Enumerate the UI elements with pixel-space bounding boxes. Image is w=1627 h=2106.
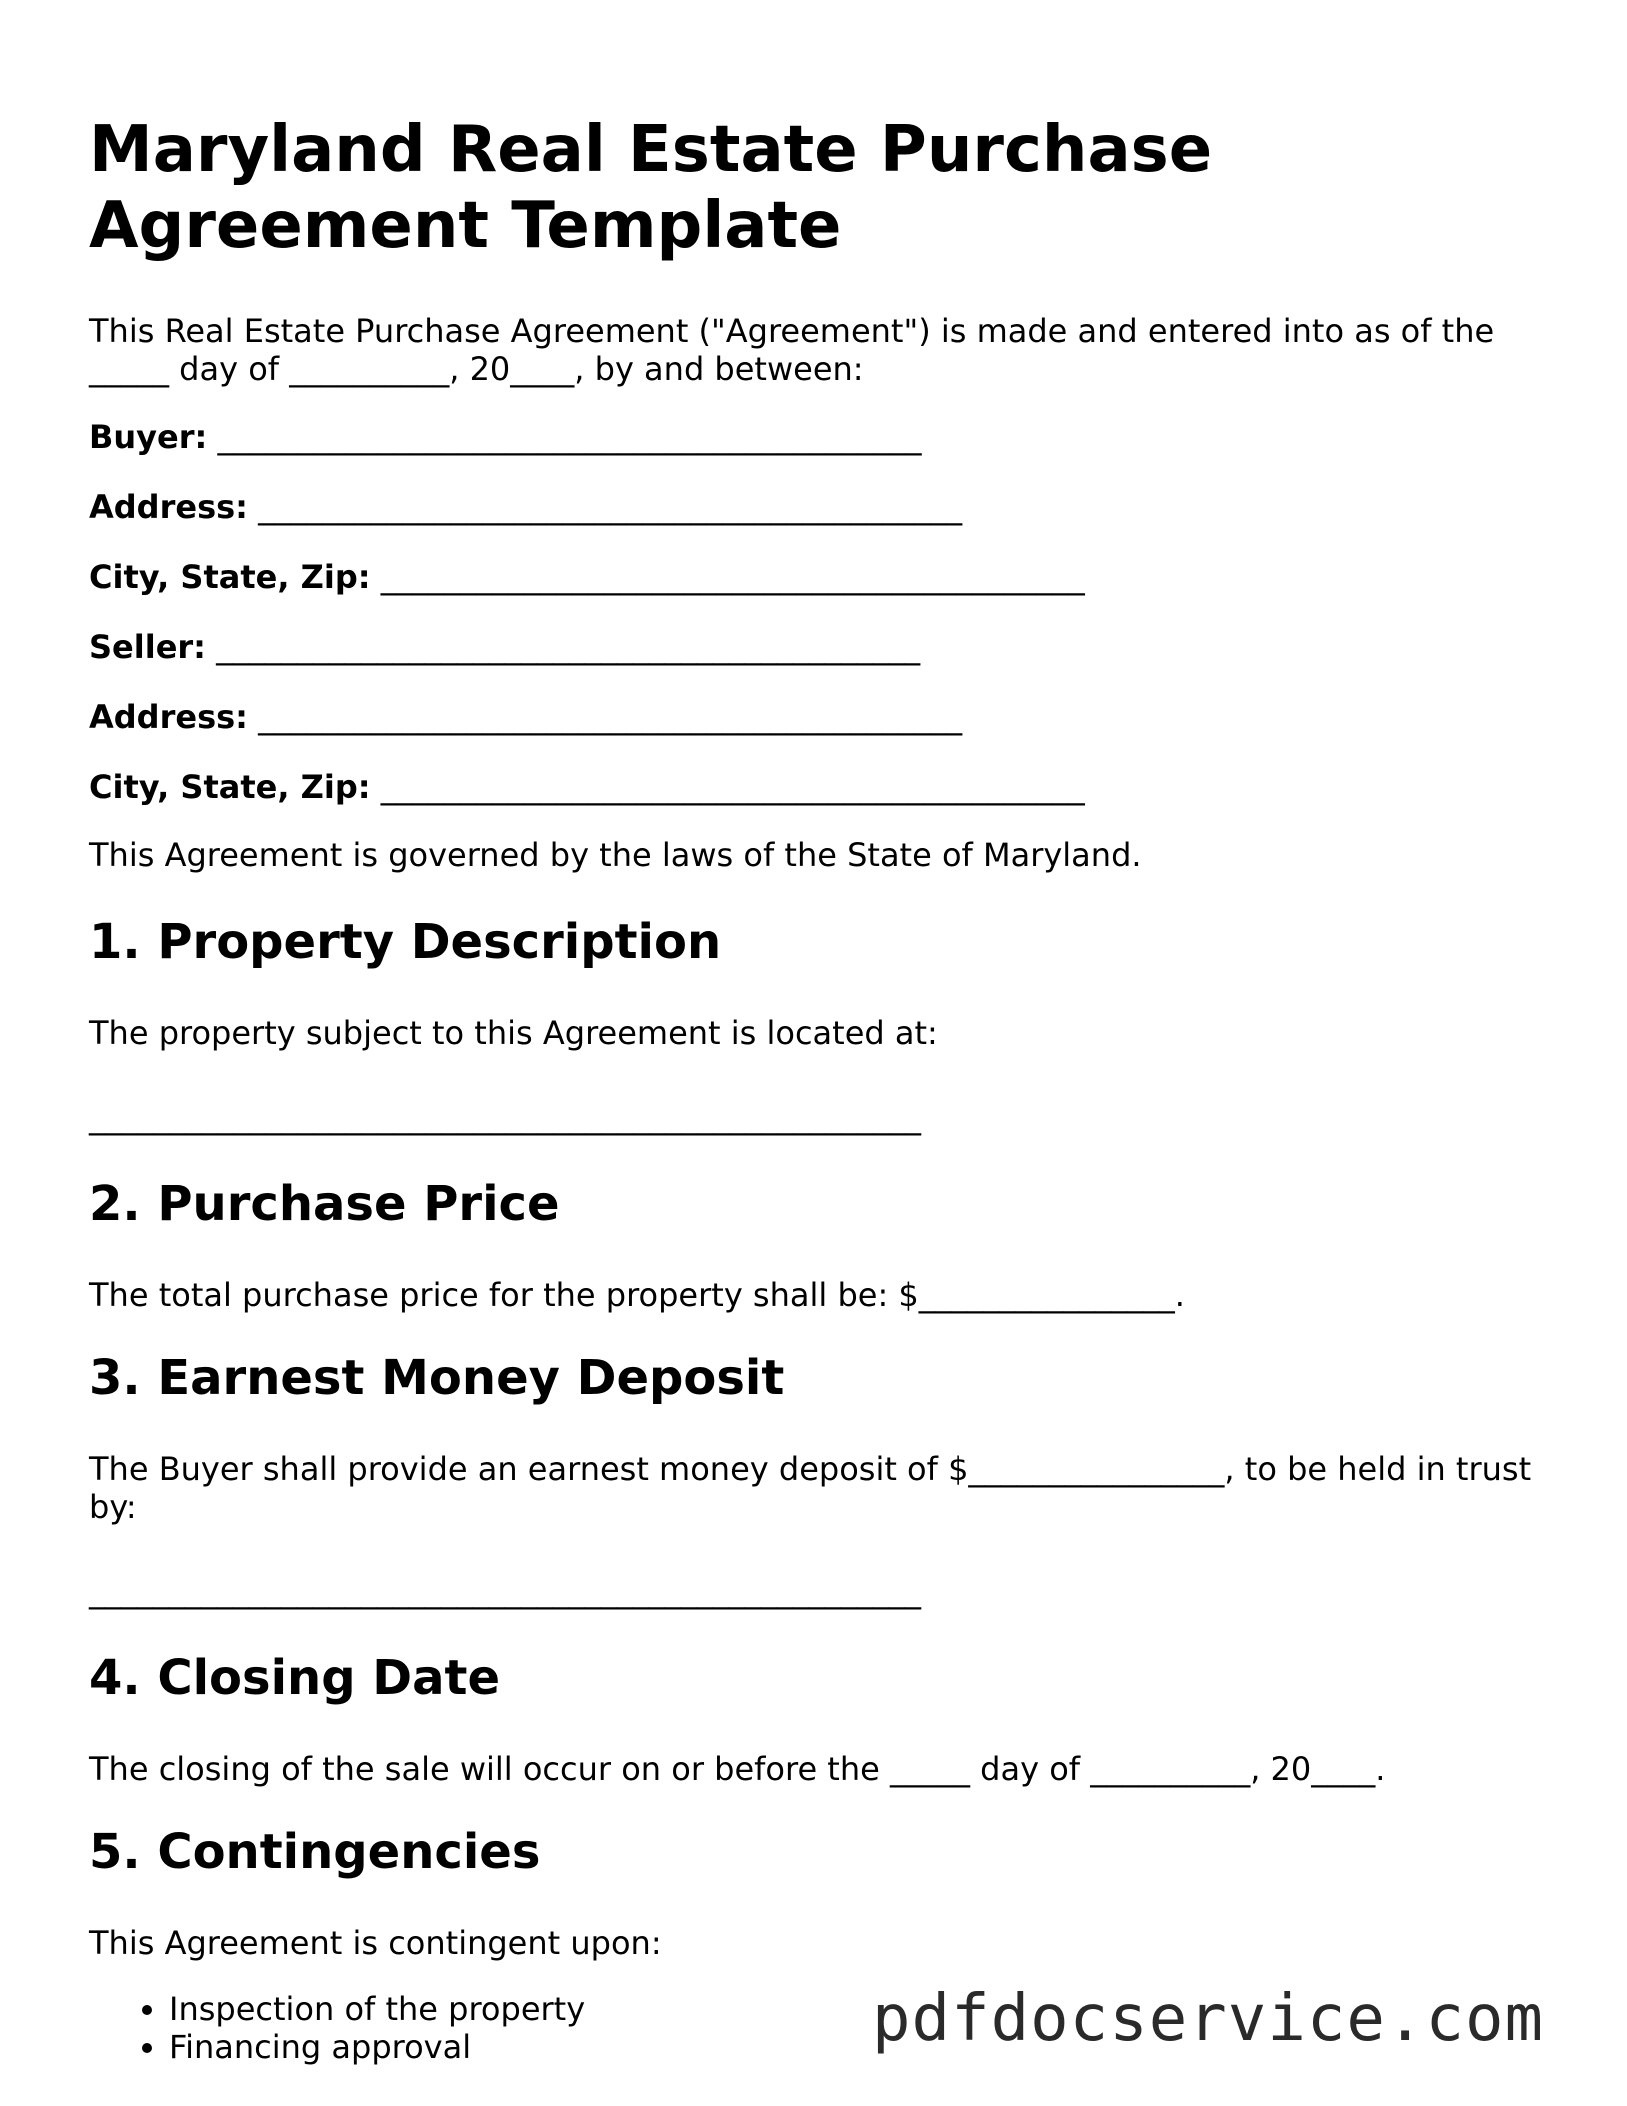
watermark: pdfdocservice.com [872,1982,1545,2056]
buyer-address-label: Address: [89,488,248,526]
document-title: Maryland Real Estate Purchase Agreement Template [89,113,1213,263]
section-earnest-money [89,1350,1549,1610]
buyer-city-blank: ____________________________________________ [380,558,1085,596]
buyer-city-field [89,558,1549,596]
seller-address-blank: ____________________________________________ [258,698,963,736]
intro-paragraph: This Real Estate Purchase Agreement ("Agreement") is made and entered into as of the _____ day of __________, 20____, by and between: [89,312,1495,388]
seller-address-label: Address: [89,698,248,736]
section-text: The total purchase price for the property shall be: $________________. [89,1276,1185,1314]
section-heading: 3. Earnest Money Deposit [89,1350,785,1406]
section-heading: 4. Closing Date [89,1650,500,1706]
section-heading: 5. Contingencies [89,1824,541,1880]
section-property-description [89,914,1549,1136]
buyer-blank: ____________________________________________ [217,418,922,456]
section-heading: 2. Purchase Price [89,1176,560,1232]
seller-address-field [89,698,1549,736]
list-item: • Inspection of the property [169,1990,1549,2028]
governing-law-text: This Agreement is governed by the laws of the State of Maryland. [89,836,1142,874]
trust-holder-blank: ____________________________________________________ [89,1572,921,1610]
list-item: • Financing approval [169,2028,1549,2066]
document-page [89,112,1549,2066]
section-text: The Buyer shall provide an earnest money deposit of $________________, to be held in trust by: [89,1450,1532,1526]
seller-blank: ____________________________________________ [216,628,921,666]
seller-label: Seller: [89,628,206,666]
seller-city-blank: ____________________________________________ [380,768,1085,806]
section-heading: 1. Property Description [89,914,722,970]
seller-city-field [89,768,1549,806]
section-text: The property subject to this Agreement is located at: [89,1014,938,1052]
seller-city-label: City, State, Zip: [89,768,371,806]
section-text: This Agreement is contingent upon: [89,1924,662,1962]
buyer-address-field [89,488,1549,526]
buyer-label: Buyer: [89,418,208,456]
section-closing-date [89,1650,1549,1788]
buyer-address-blank: ____________________________________________ [258,488,963,526]
section-purchase-price [89,1176,1549,1314]
buyer-field [89,418,1549,456]
seller-field [89,628,1549,666]
property-address-blank: ____________________________________________________ [89,1098,921,1136]
section-text: The closing of the sale will occur on or before the _____ day of __________, 20____. [89,1750,1386,1788]
buyer-city-label: City, State, Zip: [89,558,371,596]
